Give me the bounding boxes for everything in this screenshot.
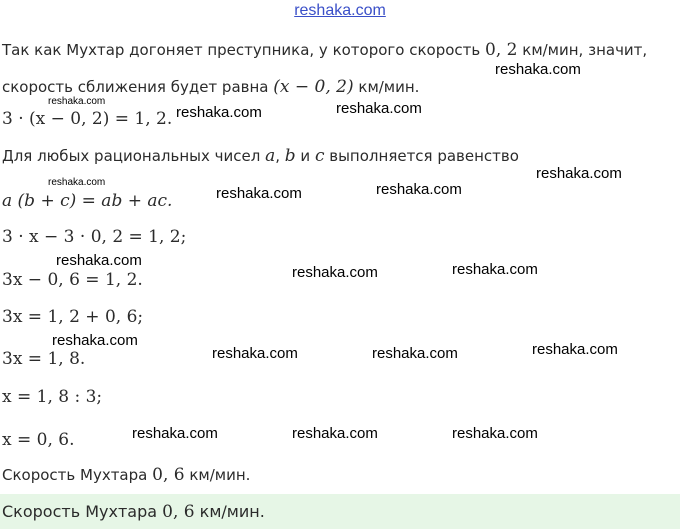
text-l2-b: км/мин. — [353, 78, 420, 96]
equation-distributive: a (b + c) = ab + ac. — [2, 191, 173, 211]
equation-8: x = 0, 6. — [2, 430, 75, 450]
equation-3: 3 · x − 3 · 0, 2 = 1, 2; — [2, 227, 187, 247]
answer-b: км/мин. — [194, 502, 265, 521]
watermark: reshaka.com — [495, 61, 581, 78]
text-l1-b: км/мин, значит, — [517, 41, 648, 59]
watermark: reshaka.com — [452, 425, 538, 442]
watermark: reshaka.com — [216, 185, 302, 202]
var-a: a — [265, 146, 276, 166]
equation-5: 3x = 1, 2 + 0, 6; — [2, 307, 144, 327]
text-l4-sep: , — [275, 147, 285, 165]
text-l1-a: Так как Мухтар догоняет преступника, у которого скорость — [2, 41, 486, 59]
result-b: км/мин. — [184, 466, 251, 484]
text-line-2 — [2, 77, 419, 97]
text-l4-b: выполняется равенство — [324, 147, 519, 165]
text-l2-a: скорость сближения будет равна — [2, 78, 274, 96]
answer-text — [2, 502, 265, 522]
watermark: reshaka.com — [56, 252, 142, 269]
watermark: reshaka.com — [132, 425, 218, 442]
text-line-4 — [2, 146, 519, 166]
text-l4-and: и — [295, 147, 315, 165]
watermark: reshaka.com — [292, 425, 378, 442]
equation-4: 3x − 0, 6 = 1, 2. — [2, 270, 143, 290]
watermark: reshaka.com — [48, 96, 106, 107]
var-c: c — [314, 146, 325, 166]
text-line-1 — [2, 40, 647, 60]
result-line — [2, 465, 250, 485]
watermark: reshaka.com — [176, 104, 262, 121]
watermark: reshaka.com — [48, 177, 106, 188]
text-l4-a: Для любых рациональных чисел — [2, 147, 266, 165]
watermark: reshaka.com — [532, 341, 618, 358]
result-number: 0, 6 — [152, 465, 185, 485]
answer-box — [0, 494, 680, 529]
header-site-link[interactable]: reshaka.com — [294, 2, 386, 19]
watermark: reshaka.com — [292, 264, 378, 281]
result-a: Скорость Мухтара — [2, 466, 153, 484]
watermark: reshaka.com — [372, 345, 458, 362]
watermark: reshaka.com — [52, 332, 138, 349]
equation-7: x = 1, 8 : 3; — [2, 387, 103, 407]
equation-1: 3 · (x − 0, 2) = 1, 2. — [2, 109, 173, 129]
watermark: reshaka.com — [212, 345, 298, 362]
watermark: reshaka.com — [452, 261, 538, 278]
watermark: reshaka.com — [336, 100, 422, 117]
speed-value: 0, 2 — [485, 40, 518, 60]
answer-a: Скорость Мухтара — [2, 502, 163, 521]
approach-speed-expr: (x − 0, 2) — [273, 77, 354, 97]
var-b: b — [284, 146, 296, 166]
watermark: reshaka.com — [376, 181, 462, 198]
answer-number: 0, 6 — [162, 502, 195, 522]
equation-6: 3x = 1, 8. — [2, 349, 86, 369]
watermark: reshaka.com — [536, 165, 622, 182]
